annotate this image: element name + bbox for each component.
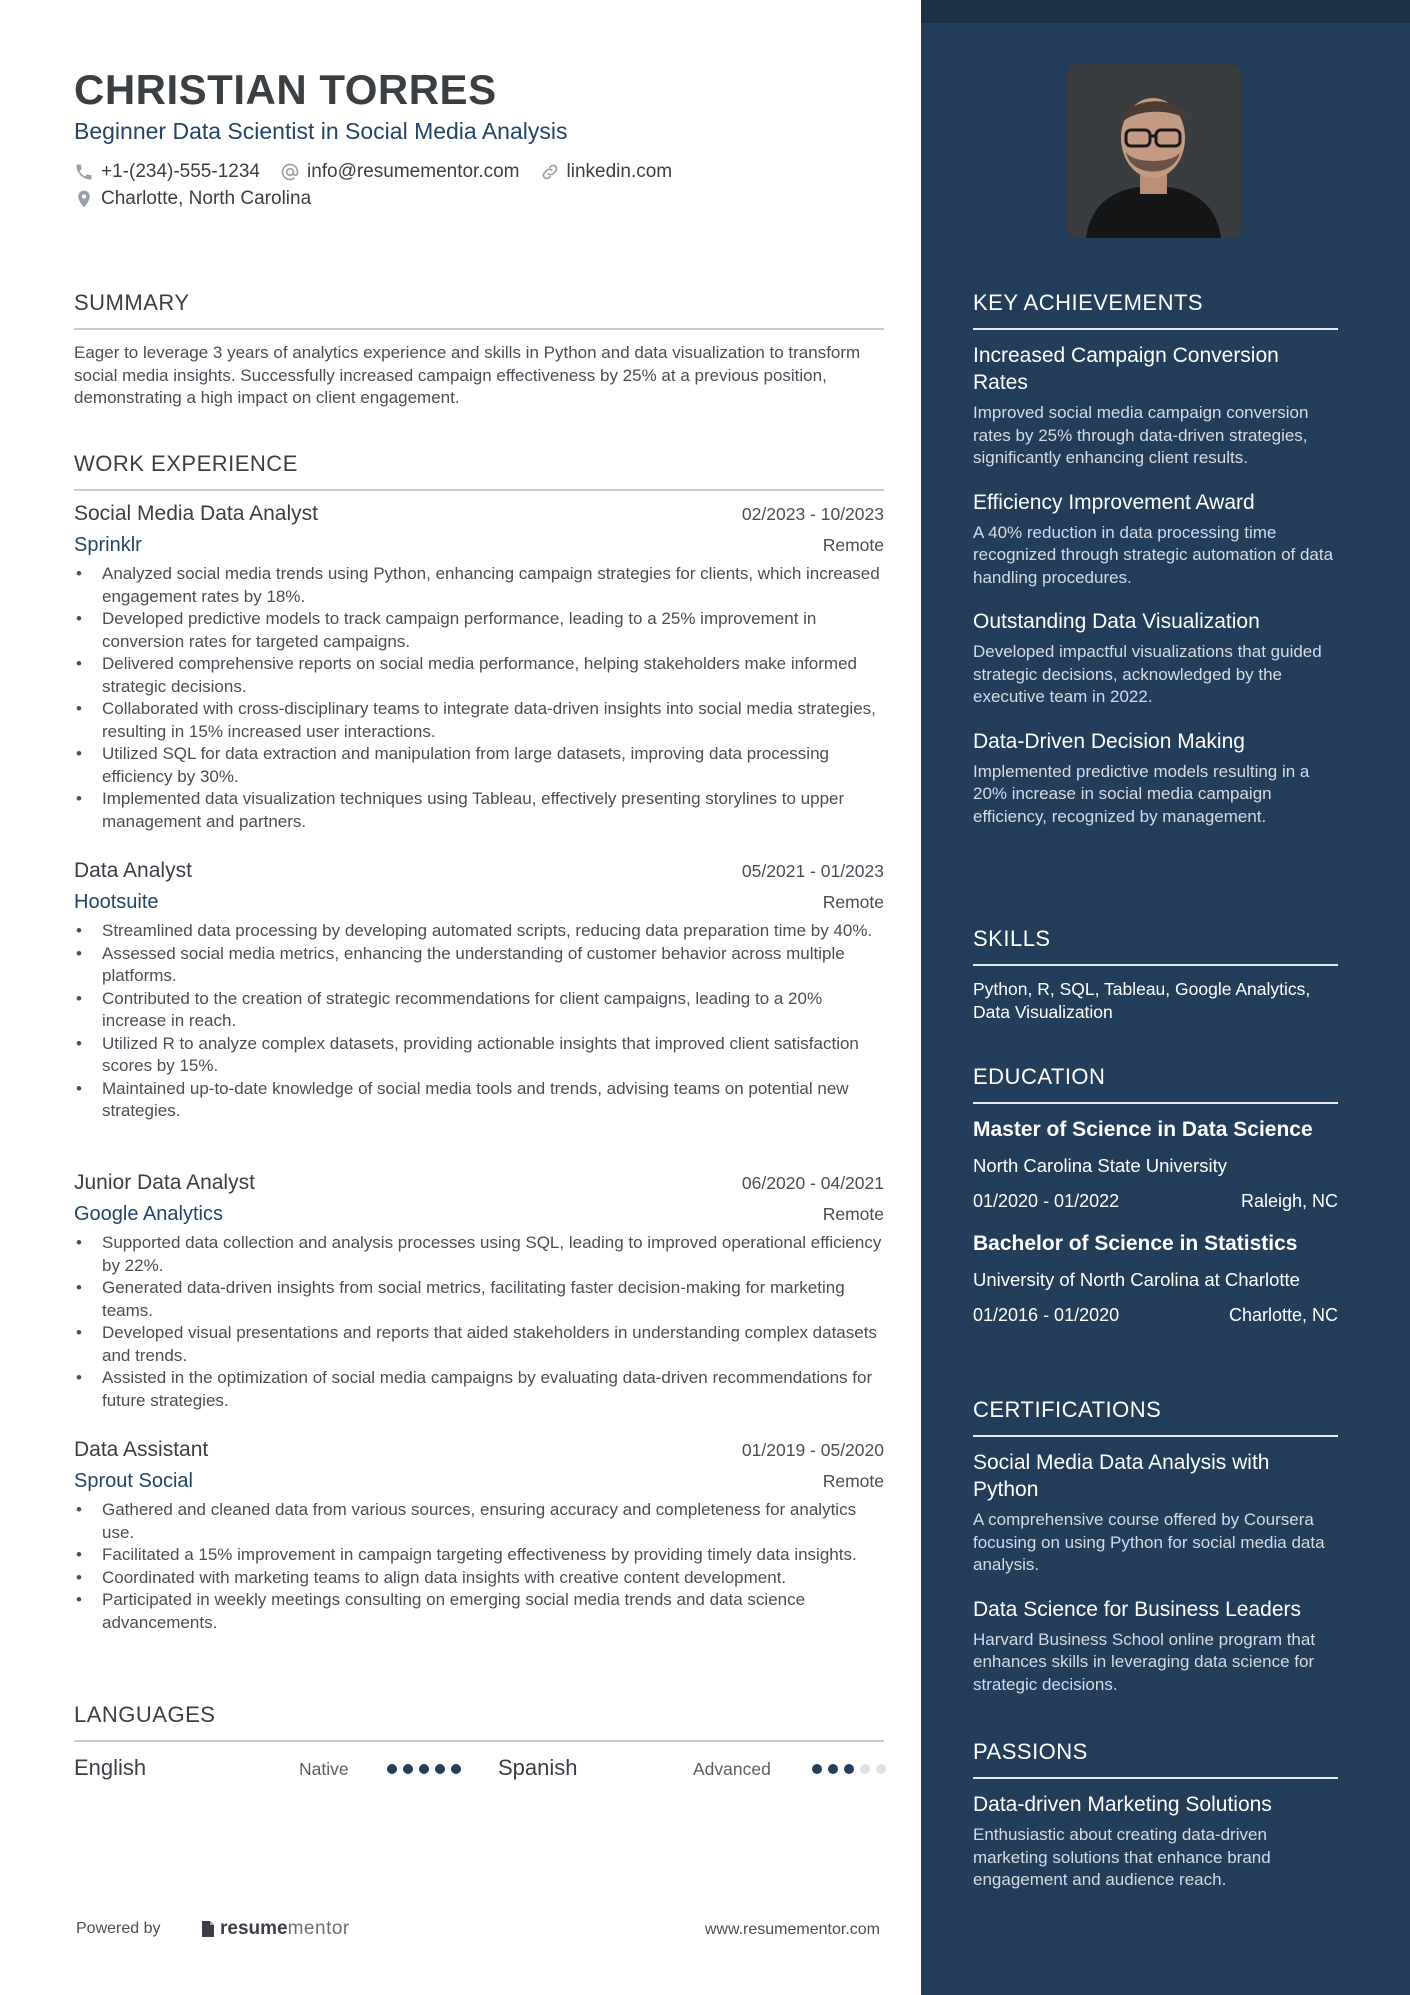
education-dates: 01/2016 - 01/2020 [973, 1305, 1120, 1325]
profile-photo-illustration [1066, 64, 1241, 238]
certification-title: Social Media Data Analysis with Python [973, 1451, 1270, 1501]
rating-dot [876, 1764, 886, 1774]
job-title: Data Analyst [74, 859, 192, 882]
experience-heading: WORK EXPERIENCE [74, 451, 884, 491]
candidate-name: CHRISTIAN TORRES [74, 66, 497, 113]
certification-item [973, 1449, 1338, 1577]
resume-logo-icon [200, 1919, 216, 1939]
achievement-title: Outstanding Data Visualization [973, 610, 1260, 633]
language-level: Native [299, 1759, 349, 1779]
education-degree: Master of Science in Data Science [973, 1118, 1313, 1141]
profile-photo [1066, 64, 1241, 238]
education-dates: 01/2020 - 01/2022 [973, 1191, 1120, 1211]
job-entry [74, 1438, 884, 1634]
job-dates: 01/2019 - 05/2020 [741, 1440, 884, 1460]
job-bullets [74, 1499, 884, 1634]
email-text: info@resumementor.com [306, 161, 520, 182]
linkedin-text: linkedin.com [566, 161, 673, 182]
certification-item [973, 1596, 1338, 1697]
brand-text-light: mentor [287, 1918, 350, 1939]
phone-icon [74, 162, 94, 182]
job-bullet: • Coordinated with marketing teams to align data insights with creative content development. [74, 1567, 884, 1590]
sidebar-top-band [921, 0, 1410, 23]
job-title: Data Assistant [74, 1438, 209, 1461]
powered-by-label: Powered by [76, 1920, 161, 1937]
job-location: Remote [822, 892, 884, 912]
job-location: Remote [822, 535, 884, 555]
job-bullet: • Maintained up-to-date knowledge of social media tools and trends, advising teams on potential new strategies. [74, 1078, 884, 1123]
achievements-heading: KEY ACHIEVEMENTS [973, 290, 1338, 330]
achievement-desc: A 40% reduction in data processing time recognized through strategic automation of data handling procedures. [973, 522, 1334, 587]
contact-row-location [74, 188, 331, 210]
contact-row [74, 161, 692, 183]
rating-dot [844, 1764, 854, 1774]
achievement-item [973, 608, 1338, 709]
job-title: Junior Data Analyst [74, 1171, 255, 1194]
certifications-heading: CERTIFICATIONS [973, 1397, 1338, 1437]
rating-dot [387, 1764, 397, 1774]
job-bullet: • Utilized SQL for data extraction and manipulation from large datasets, improving data processing efficiency by 30%. [74, 743, 884, 788]
rating-dot [860, 1764, 870, 1774]
experience-section [74, 451, 884, 491]
job-company: Sprinklr [74, 534, 142, 556]
skills-section [973, 926, 1338, 1023]
link-icon [540, 162, 560, 182]
rating-dot [403, 1764, 413, 1774]
job-bullet: • Utilized R to analyze complex datasets, providing actionable insights that improved client satisfaction scores by 15%. [74, 1033, 884, 1078]
education-location: Charlotte, NC [1228, 1305, 1338, 1325]
brand-text-bold: resume [220, 1918, 288, 1939]
certification-desc: A comprehensive course offered by Coursera focusing on using Python for social media data analysis. [973, 1510, 1325, 1574]
achievement-title: Efficiency Improvement Award [973, 490, 1255, 514]
contact-location [74, 188, 311, 210]
job-bullet: • Participated in weekly meetings consulting on emerging social media trends and data science advancements. [74, 1589, 884, 1634]
rating-dot [451, 1764, 461, 1774]
location-pin-icon [74, 189, 94, 209]
passion-item [973, 1791, 1338, 1892]
summary-heading: SUMMARY [74, 290, 884, 330]
job-bullet: • Developed predictive models to track campaign performance, leading to a 25% improvement in conversion rates for targeted campaigns. [74, 608, 884, 653]
job-company: Sprout Social [74, 1470, 193, 1492]
job-bullet: • Generated data-driven insights from social metrics, facilitating faster decision-making for marketing teams. [74, 1277, 884, 1322]
job-bullet: • Implemented data visualization techniques using Tableau, effectively presenting storylines to upper management and partners. [74, 788, 884, 833]
skills-text: Python, R, SQL, Tableau, Google Analytics, Data Visualization [973, 979, 1311, 1022]
rating-dot [812, 1764, 822, 1774]
language-rating [387, 1764, 467, 1774]
certification-desc: Harvard Business School online program that enhances skills in leveraging data science for strategic decisions. [973, 1629, 1316, 1694]
rating-dot [419, 1764, 429, 1774]
footer [76, 1918, 880, 1942]
achievement-item [973, 342, 1338, 470]
language-name: English [74, 1755, 147, 1780]
job-bullet: • Developed visual presentations and reports that aided stakeholders in understanding complex datasets and trends. [74, 1322, 884, 1367]
job-bullet: • Streamlined data processing by developing automated scripts, reducing data preparation time by 40%. [74, 920, 884, 943]
job-bullet: • Analyzed social media trends using Python, enhancing campaign strategies for clients, which increased engagement rates by 18%. [74, 563, 884, 608]
location-text: Charlotte, North Carolina [101, 188, 312, 209]
job-company: Google Analytics [74, 1203, 223, 1225]
achievement-title: Increased Campaign Conversion Rates [973, 344, 1279, 394]
job-entry [74, 502, 884, 833]
education-location: Raleigh, NC [1240, 1191, 1338, 1211]
job-bullets [74, 920, 884, 1123]
passion-title: Data-driven Marketing Solutions [973, 1793, 1272, 1816]
rating-dot [435, 1764, 445, 1774]
education-school: North Carolina State University [973, 1155, 1227, 1176]
job-dates: 06/2020 - 04/2021 [741, 1173, 884, 1193]
languages-heading: LANGUAGES [74, 1702, 884, 1742]
education-section [973, 1064, 1338, 1326]
education-school: University of North Carolina at Charlotte [973, 1269, 1300, 1290]
contact-email[interactable] [280, 161, 520, 183]
job-bullet: • Collaborated with cross-disciplinary teams to integrate data-driven insights into social media strategies, resulting in 15% increased user interactions. [74, 698, 884, 743]
job-title: Social Media Data Analyst [74, 502, 318, 525]
rating-dot [828, 1764, 838, 1774]
passion-desc: Enthusiastic about creating data-driven marketing solutions that enhance brand engagement and audience reach. [973, 1825, 1271, 1889]
achievement-item [973, 489, 1338, 590]
job-entry [74, 859, 884, 1123]
summary-text: Eager to leverage 3 years of analytics experience and skills in Python and data visualization to transform social media insights. Successfully increased campaign effectiveness by 25% at a previous position, demonstrating a high impact on client engagement. [74, 343, 861, 407]
education-degree: Bachelor of Science in Statistics [973, 1232, 1298, 1255]
education-item [973, 1116, 1338, 1212]
education-item [973, 1230, 1338, 1326]
job-bullets [74, 1232, 884, 1412]
language-rating [812, 1764, 892, 1774]
brand-logo[interactable] [200, 1918, 350, 1940]
language-level: Advanced [693, 1759, 771, 1779]
job-company: Hootsuite [74, 891, 159, 913]
languages-list [74, 1755, 884, 1785]
achievement-item [973, 728, 1338, 829]
achievement-desc: Implemented predictive models resulting in a 20% increase in social media campaign efficiency, recognized by management. [973, 761, 1310, 826]
sidebar [921, 0, 1410, 1995]
passions-section [973, 1739, 1338, 1892]
achievements-section [973, 290, 1338, 828]
job-entry [74, 1171, 884, 1412]
job-bullet: • Contributed to the creation of strategic recommendations for client campaigns, leading to a 20% increase in reach. [74, 988, 884, 1033]
job-bullet: • Supported data collection and analysis processes using SQL, leading to improved operational efficiency by 22%. [74, 1232, 884, 1277]
job-dates: 02/2023 - 10/2023 [741, 504, 884, 524]
language-name: Spanish [498, 1755, 578, 1780]
website-link[interactable]: www.resumementor.com [704, 1921, 880, 1938]
job-bullet: • Assessed social media metrics, enhancing the understanding of customer behavior across multiple platforms. [74, 943, 884, 988]
achievement-desc: Improved social media campaign conversion rates by 25% through data-driven strategies, significantly enhancing client results. [973, 403, 1309, 467]
job-bullets [74, 563, 884, 833]
job-bullet: • Assisted in the optimization of social media campaigns by evaluating data-driven recommendations for future strategies. [74, 1367, 884, 1412]
certifications-section [973, 1397, 1338, 1696]
skills-heading: SKILLS [973, 926, 1338, 966]
job-location: Remote [822, 1204, 884, 1224]
certification-title: Data Science for Business Leaders [973, 1597, 1302, 1621]
contact-phone[interactable] [74, 161, 260, 183]
passions-heading: PASSIONS [973, 1739, 1338, 1779]
candidate-title: Beginner Data Scientist in Social Media Analysis [74, 118, 568, 144]
at-icon [280, 162, 300, 182]
achievement-desc: Developed impactful visualizations that guided strategic decisions, acknowledged by the executive team in 2022. [973, 642, 1322, 706]
job-dates: 05/2021 - 01/2023 [741, 861, 884, 881]
job-bullet: • Facilitated a 15% improvement in campaign targeting effectiveness by providing timely data insights. [74, 1544, 884, 1567]
job-location: Remote [822, 1471, 884, 1491]
job-bullet: • Gathered and cleaned data from various sources, ensuring accuracy and completeness for analytics use. [74, 1499, 884, 1544]
summary-section [74, 290, 884, 410]
phone-text: +1-(234)-555-1234 [101, 161, 260, 182]
languages-section [74, 1702, 884, 1742]
education-heading: EDUCATION [973, 1064, 1338, 1104]
contact-linkedin[interactable] [540, 161, 673, 183]
achievement-title: Data-Driven Decision Making [973, 729, 1245, 753]
job-bullet: • Delivered comprehensive reports on social media performance, helping stakeholders make informed strategic decisions. [74, 653, 884, 698]
